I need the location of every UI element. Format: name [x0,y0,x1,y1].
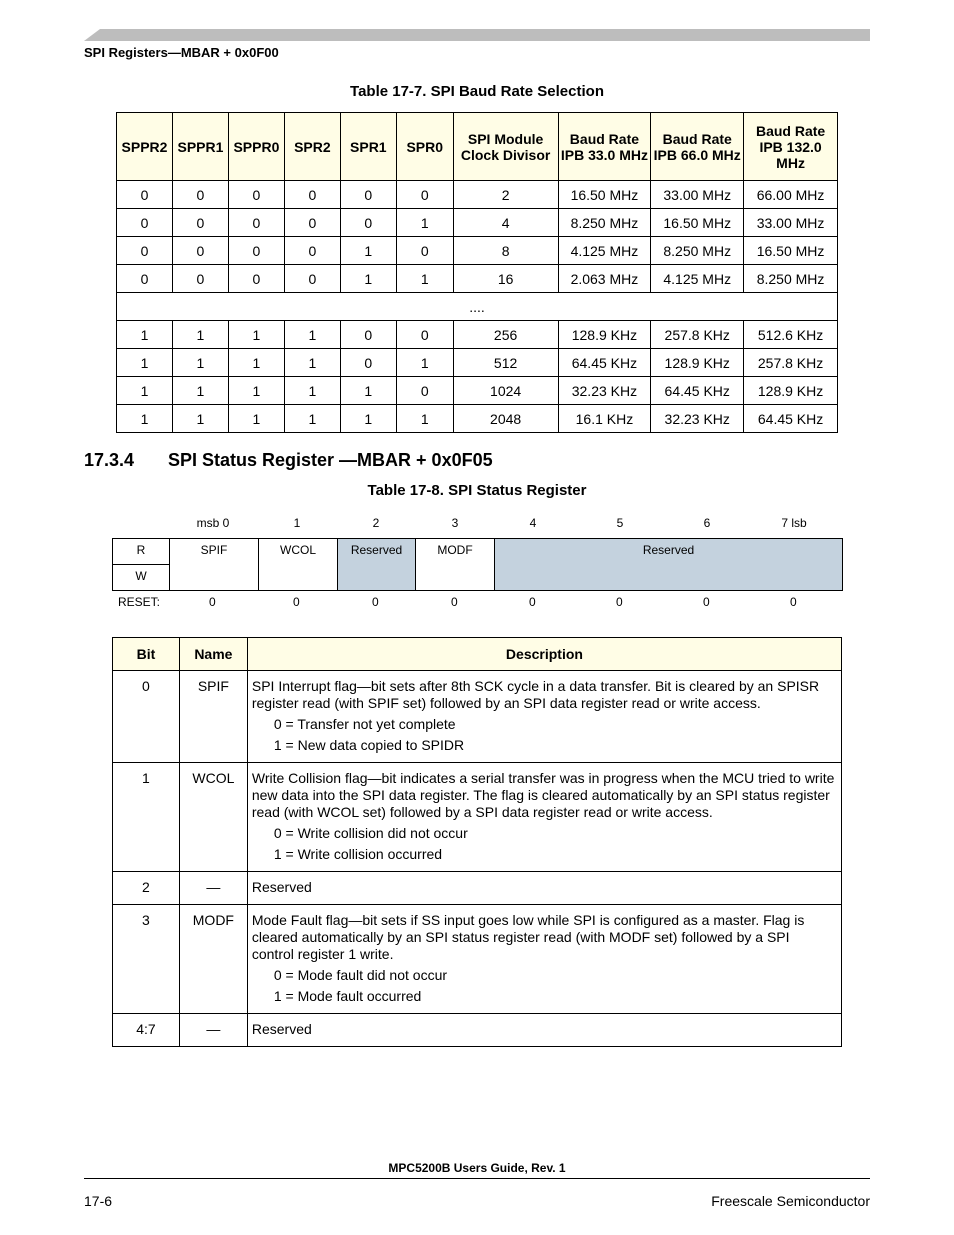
baud-cell: 0 [340,349,396,377]
baud-cell: 0 [172,181,228,209]
baud-cell: 1 [117,349,173,377]
baud-cell: 0 [340,181,396,209]
col-header-description: Description [247,638,841,671]
baud-cell: 2048 [453,405,558,433]
baud-cell: 512 [453,349,558,377]
baud-cell: 0 [117,181,173,209]
footer-rule [84,1178,870,1179]
baud-cell: 257.8 KHz [651,321,744,349]
description-text: Mode Fault flag—bit sets if SS input goes low while SPI is configured as a master. Flag is cleared automatically by an SPI status register read (with MODF set) followed by a SPI control register 1 write. [251,912,805,962]
baud-cell: 8 [453,237,558,265]
baud-cell: 1024 [453,377,558,405]
bit-cell: 1 [113,763,180,872]
reset-value: 0 [372,595,379,609]
baud-cell: 1 [396,265,453,293]
baud-cell: 1 [284,349,340,377]
desc-header-row [113,638,842,671]
baud-cell: 4 [453,209,558,237]
bit-number: 6 [703,516,711,530]
description-cell [247,1014,841,1047]
baud-cell: 16 [453,265,558,293]
reset-value: 0 [703,595,710,609]
description-value-line: 1 = New data copied to SPIDR [273,737,465,753]
description-value-line: 0 = Transfer not yet complete [273,716,456,732]
baud-cell: 1 [228,405,284,433]
col-header: SPR1 [340,113,396,181]
baud-cell: 2.063 MHz [558,265,651,293]
baud-cell: 1 [228,321,284,349]
baud-rows-bottom [117,321,838,433]
ellipsis-cell: .... [117,293,838,321]
description-text: Reserved [251,879,312,895]
bit-number: 1 [293,516,301,530]
baud-cell: 1 [284,405,340,433]
baud-cell: 0 [172,237,228,265]
footer-doc-title: MPC5200B Users Guide, Rev. 1 [388,1161,566,1175]
name-cell: — [179,1014,247,1047]
baud-cell: 1 [340,265,396,293]
baud-cell: 64.45 KHz [558,349,651,377]
baud-cell: 128.9 KHz [558,321,651,349]
page-number: 17-6 [84,1193,113,1209]
name-cell: — [179,872,247,905]
baud-cell: 4.125 MHz [558,237,651,265]
baud-cell: 1 [396,349,453,377]
bit-number: 2 [372,516,380,530]
bit-number: 3 [451,516,459,530]
name-cell: WCOL [179,763,247,872]
baud-cell: 4.125 MHz [651,265,744,293]
register-caption: Table 17-8. SPI Status Register [367,482,587,499]
description-value-line: 0 = Write collision did not occur [273,825,468,841]
top-bar-notch [84,29,100,41]
baud-row [117,321,838,349]
baud-cell: 1 [284,377,340,405]
description-cell [247,763,841,872]
bit-cell: 4:7 [113,1014,180,1047]
desc-row [113,763,842,872]
bit-number: 7 lsb [781,516,807,530]
col-header-name: Name [179,638,247,671]
baud-cell: 16.50 MHz [558,181,651,209]
baud-row [117,405,838,433]
register-row-r-label: R [112,538,170,565]
description-cell [247,671,841,763]
section-number: 17.3.4 [84,450,135,470]
description-cell [247,872,841,905]
name-cell: SPIF [179,671,247,763]
reset-value: 0 [790,595,797,609]
baud-cell: 0 [228,181,284,209]
bit-cell: 3 [113,905,180,1014]
baud-cell: 32.23 KHz [651,405,744,433]
col-header: SPR0 [396,113,453,181]
register-row-w-label: W [112,564,170,591]
baud-row [117,349,838,377]
description-text: Write Collision flag—bit indicates a serial transfer was in progress when the MCU tried to write new data into the SPI data register. The flag is cleared automatically by an SPI status register read (with WCOL set) followed by a SPI data register read or write access. [251,770,835,820]
baud-cell: 0 [228,265,284,293]
top-bar [84,29,870,41]
reset-value: 0 [451,595,458,609]
col-header: SPPR1 [172,113,228,181]
baud-cell: 16.1 KHz [558,405,651,433]
baud-cell: 0 [284,181,340,209]
bit-cell: 2 [113,872,180,905]
baud-cell: 1 [284,321,340,349]
baud-cell: 1 [396,405,453,433]
description-text: Reserved [251,1021,312,1037]
baud-cell: 1 [396,209,453,237]
desc-rows [113,671,842,1047]
description-value-line: 1 = Write collision occurred [273,846,443,862]
baud-cell: 1 [228,349,284,377]
baud-row [117,377,838,405]
desc-row [113,1014,842,1047]
baud-cell: 1 [340,377,396,405]
baud-cell: 66.00 MHz [744,181,838,209]
desc-row [113,905,842,1014]
baud-cell: 0 [117,237,173,265]
reset-value: 0 [529,595,536,609]
baud-rate-table [116,112,838,433]
bit-description-table [112,637,842,1047]
baud-cell: 0 [396,377,453,405]
field-modf: MODF [415,538,495,591]
baud-cell: 1 [172,349,228,377]
baud-cell: 1 [117,405,173,433]
baud-row [117,181,838,209]
col-header: Baud Rate IPB 33.0 MHz [558,113,651,181]
baud-cell: 1 [117,321,173,349]
desc-row [113,872,842,905]
col-header: SPR2 [284,113,340,181]
baud-cell: 32.23 KHz [558,377,651,405]
baud-header-row [117,113,838,181]
baud-cell: 1 [172,377,228,405]
baud-cell: 1 [340,237,396,265]
field-spif: SPIF [169,538,259,591]
col-header: Baud Rate IPB 66.0 MHz [651,113,744,181]
description-cell [247,905,841,1014]
bit-number: 5 [616,516,624,530]
baud-cell: 1 [340,405,396,433]
reset-value: 0 [293,595,300,609]
field-wcol: WCOL [258,538,338,591]
baud-cell: 0 [396,237,453,265]
baud-row [117,265,838,293]
baud-cell: 1 [172,321,228,349]
baud-cell: 64.45 KHz [651,377,744,405]
baud-cell: 0 [284,265,340,293]
section-title: SPI Status Register —MBAR + 0x0F05 [168,450,493,470]
desc-row [113,671,842,763]
col-header: SPI Module Clock Divisor [453,113,558,181]
bit-number: 4 [529,516,537,530]
baud-rows-top [117,181,838,293]
baud-cell: 8.250 MHz [558,209,651,237]
name-cell: MODF [179,905,247,1014]
baud-cell: 1 [172,405,228,433]
table1-caption: Table 17-7. SPI Baud Rate Selection [350,83,604,100]
bit-number: msb 0 [196,516,230,530]
baud-cell: 0 [172,209,228,237]
description-text: SPI Interrupt flag—bit sets after 8th SCK cycle in a data transfer. Bit is cleared by an SPISR register read (with SPIF set) followed by an SPI data register read or write access. [251,678,820,711]
baud-cell: 257.8 KHz [744,349,838,377]
baud-cell: 2 [453,181,558,209]
baud-cell: 1 [228,377,284,405]
reset-label: RESET: [118,595,161,609]
baud-cell: 0 [340,321,396,349]
reset-value: 0 [209,595,216,609]
baud-row [117,209,838,237]
baud-cell: 0 [117,265,173,293]
description-value-line: 0 = Mode fault did not occur [273,967,448,983]
col-header: Baud Rate IPB 132.0 MHz [744,113,838,181]
description-value-line: 1 = Mode fault occurred [273,988,422,1004]
reset-value: 0 [616,595,623,609]
baud-cell: 16.50 MHz [744,237,838,265]
col-header-bit: Bit [113,638,180,671]
baud-cell: 512.6 KHz [744,321,838,349]
baud-cell: 0 [172,265,228,293]
baud-cell: 33.00 MHz [744,209,838,237]
footer-company: Freescale Semiconductor [711,1193,870,1209]
baud-cell: 0 [340,209,396,237]
baud-cell: 0 [228,237,284,265]
baud-cell: 8.250 MHz [651,237,744,265]
baud-cell: 64.45 KHz [744,405,838,433]
bit-cell: 0 [113,671,180,763]
baud-cell: 0 [228,209,284,237]
baud-cell: 0 [117,209,173,237]
col-header: SPPR0 [228,113,284,181]
baud-ellipsis-row-group [117,293,838,321]
baud-cell: 16.50 MHz [651,209,744,237]
baud-cell: 256 [453,321,558,349]
baud-cell: 33.00 MHz [651,181,744,209]
baud-cell: 128.9 KHz [744,377,838,405]
baud-cell: 0 [396,321,453,349]
baud-cell: 0 [396,181,453,209]
baud-cell: 8.250 MHz [744,265,838,293]
running-header: SPI Registers—MBAR + 0x0F00 [84,45,279,60]
baud-cell: 0 [284,237,340,265]
baud-cell: 0 [284,209,340,237]
baud-cell: 1 [117,377,173,405]
field-reserved-bits4-7: Reserved [494,538,843,591]
field-reserved-bit2: Reserved [337,538,416,591]
baud-row [117,237,838,265]
baud-cell: 128.9 KHz [651,349,744,377]
col-header: SPPR2 [117,113,173,181]
